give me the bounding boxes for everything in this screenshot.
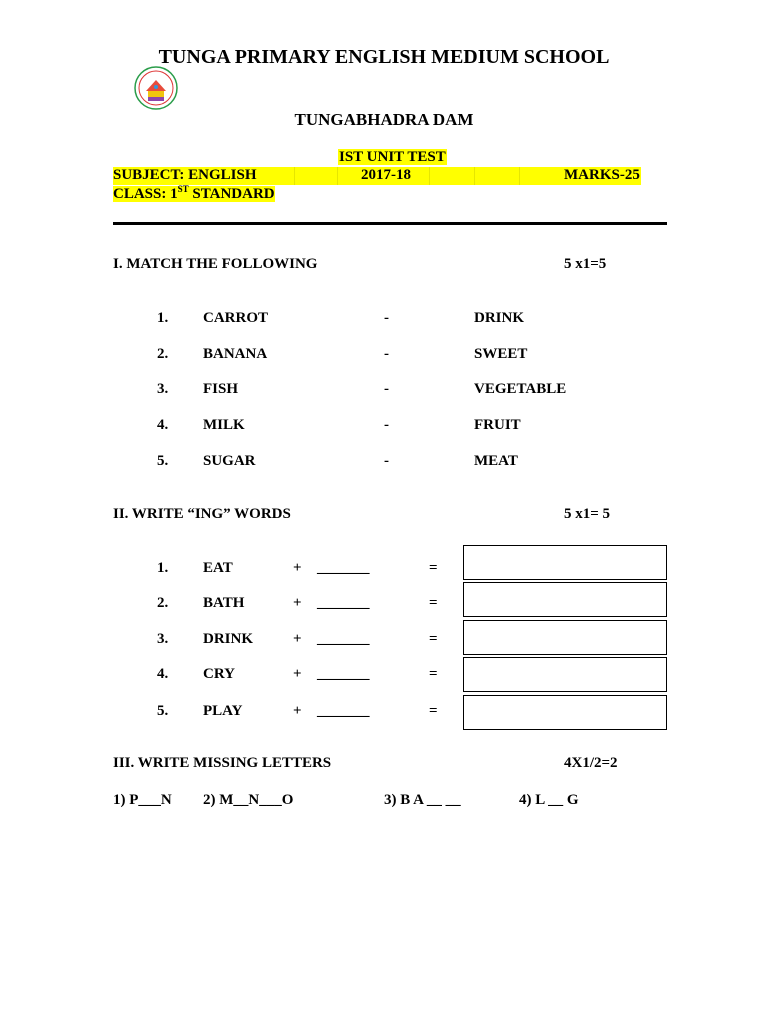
school-location: TUNGABHADRA DAM	[294, 110, 474, 129]
section3-marks: 4X1/2=2	[564, 755, 618, 771]
match-right: FRUIT	[474, 417, 521, 433]
header-rule	[113, 222, 667, 225]
ing-num: 5.	[157, 703, 169, 719]
ing-equals: =	[429, 560, 438, 576]
divider	[474, 167, 475, 185]
ing-word: BATH	[203, 595, 245, 611]
missing-letter-item: 2) M__N___O	[203, 792, 294, 808]
divider	[294, 167, 295, 185]
section1-marks: 5 x1=5	[564, 256, 607, 272]
match-right: SWEET	[474, 346, 528, 362]
ing-plus: +	[293, 666, 302, 682]
match-dash: -	[384, 310, 389, 326]
match-left: SUGAR	[203, 453, 256, 469]
answer-box[interactable]	[463, 657, 667, 692]
ing-num: 3.	[157, 631, 169, 647]
ing-num: 4.	[157, 666, 169, 682]
match-right: DRINK	[474, 310, 525, 326]
ing-num: 1.	[157, 560, 169, 576]
ing-equals: =	[429, 666, 438, 682]
section2-title: II. WRITE “ING” WORDS	[113, 506, 291, 522]
section1-title: I. MATCH THE FOLLOWING	[113, 256, 318, 272]
ing-equals: =	[429, 703, 438, 719]
match-num: 4.	[157, 417, 169, 433]
match-num: 5.	[157, 453, 169, 469]
ing-equals: =	[429, 631, 438, 647]
match-dash: -	[384, 417, 389, 433]
test-title: IST UNIT TEST	[339, 149, 446, 165]
answer-box[interactable]	[463, 545, 667, 580]
answer-box[interactable]	[463, 620, 667, 655]
ing-word: EAT	[203, 560, 233, 576]
ing-blank: _______	[317, 703, 370, 719]
match-num: 3.	[157, 381, 169, 397]
match-right: VEGETABLE	[474, 381, 567, 397]
ing-blank: _______	[317, 560, 370, 576]
ing-blank: _______	[317, 631, 370, 647]
ing-blank: _______	[317, 666, 370, 682]
section2-marks: 5 x1= 5	[564, 506, 611, 522]
ing-plus: +	[293, 703, 302, 719]
school-name: TUNGA PRIMARY ENGLISH MEDIUM SCHOOL	[158, 46, 610, 68]
ing-word: PLAY	[203, 703, 243, 719]
school-logo	[133, 65, 179, 111]
missing-letter-item: 1) P___N	[113, 792, 172, 808]
match-left: CARROT	[203, 310, 269, 326]
ing-word: CRY	[203, 666, 235, 682]
match-right: MEAT	[474, 453, 518, 469]
match-left: MILK	[203, 417, 245, 433]
answer-box[interactable]	[463, 695, 667, 730]
match-dash: -	[384, 346, 389, 362]
subject-label: SUBJECT: ENGLISH	[113, 167, 257, 183]
match-num: 2.	[157, 346, 169, 362]
ing-num: 2.	[157, 595, 169, 611]
divider	[519, 167, 520, 185]
match-dash: -	[384, 381, 389, 397]
match-left: FISH	[203, 381, 239, 397]
missing-letter-item: 3) B A __ __	[384, 792, 461, 808]
divider	[337, 167, 338, 185]
section3-title: III. WRITE MISSING LETTERS	[113, 755, 332, 771]
total-marks: MARKS-25	[564, 167, 640, 183]
missing-letter-item: 4) L __ G	[519, 792, 579, 808]
divider	[429, 167, 430, 185]
match-left: BANANA	[203, 346, 268, 362]
match-num: 1.	[157, 310, 169, 326]
ing-plus: +	[293, 631, 302, 647]
match-dash: -	[384, 453, 389, 469]
ing-blank: _______	[317, 595, 370, 611]
class-label: CLASS: 1ST STANDARD	[113, 184, 275, 202]
ing-equals: =	[429, 595, 438, 611]
academic-year: 2017-18	[361, 167, 411, 183]
ing-plus: +	[293, 560, 302, 576]
ing-plus: +	[293, 595, 302, 611]
ing-word: DRINK	[203, 631, 254, 647]
answer-box[interactable]	[463, 582, 667, 617]
